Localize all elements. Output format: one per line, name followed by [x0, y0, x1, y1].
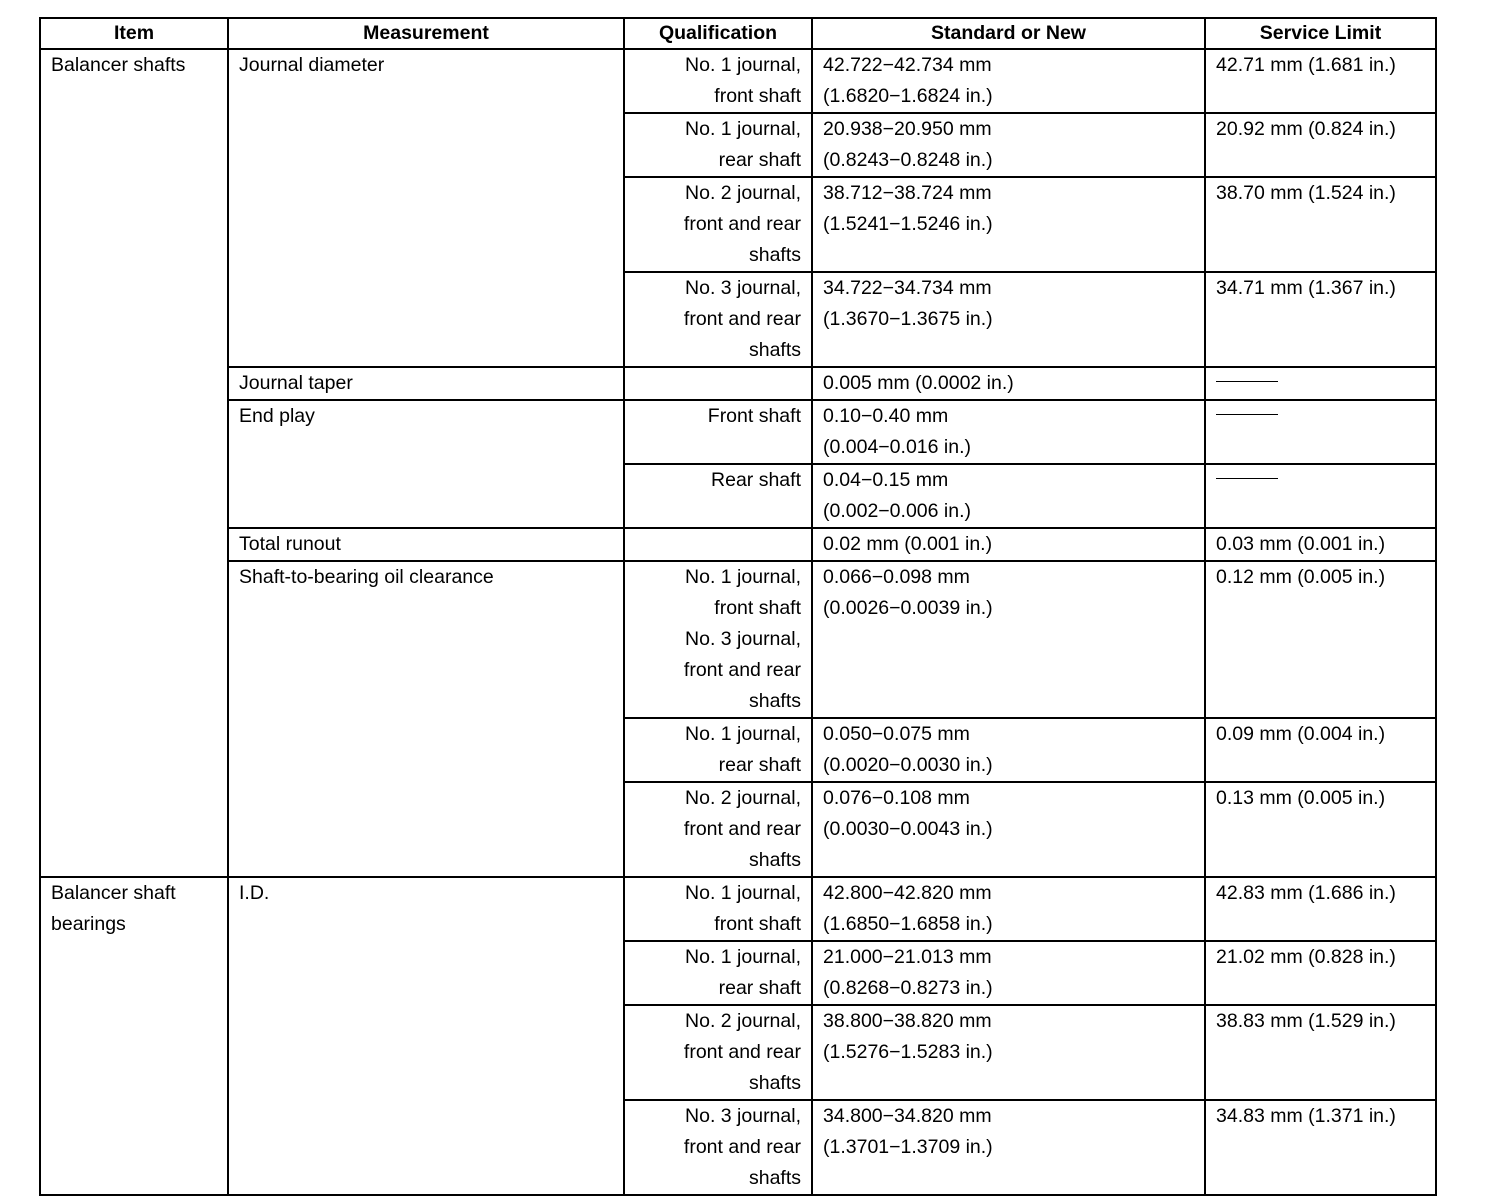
- standard-cell: [812, 367, 1205, 400]
- qualification-line: front and rear: [683, 308, 801, 330]
- header-row: [40, 18, 1436, 49]
- service-limit-cell: [1205, 49, 1436, 113]
- qualification-line: front and rear: [683, 818, 801, 840]
- qualification-line: shafts: [748, 339, 801, 361]
- header-service-limit: Service Limit: [1205, 18, 1436, 49]
- qualification-line: front and rear: [683, 1136, 801, 1158]
- standard-value: 20.938−20.950 mm: [823, 118, 992, 140]
- item-cell: [40, 877, 228, 1195]
- qualification-line: front shaft: [714, 85, 801, 107]
- measurement-cell: Journal taper: [228, 367, 624, 400]
- table-row: [40, 528, 1436, 561]
- table-row: [40, 367, 1436, 400]
- service-limit-value: 42.83 mm (1.686 in.): [1216, 882, 1396, 904]
- item-cell: [40, 49, 228, 877]
- qualification-cell: [624, 272, 812, 367]
- standard-value: 42.800−42.820 mm: [823, 882, 992, 904]
- qualification-cell: [624, 177, 812, 272]
- service-limit-value: 38.70 mm (1.524 in.): [1216, 182, 1396, 204]
- standard-value: 0.050−0.075 mm: [823, 723, 970, 745]
- standard-value: (0.0030−0.0043 in.): [823, 818, 993, 840]
- standard-value: (0.0026−0.0039 in.): [823, 597, 993, 619]
- standard-value: (0.8268−0.8273 in.): [823, 977, 993, 999]
- qualification-line: No. 2 journal,: [685, 182, 801, 204]
- measurement-cell: Shaft-to-bearing oil clearance: [228, 561, 624, 877]
- header-measurement: Measurement: [228, 18, 624, 49]
- qualification-cell: [624, 400, 812, 464]
- standard-cell: [812, 561, 1205, 718]
- standard-cell: [812, 272, 1205, 367]
- standard-value: 0.02 mm (0.001 in.): [823, 533, 993, 555]
- qualification-line: No. 3 journal,: [685, 628, 801, 650]
- standard-value: (1.3701−1.3709 in.): [823, 1136, 993, 1158]
- service-limit-cell: [1205, 561, 1436, 718]
- standard-cell: [812, 177, 1205, 272]
- qualification-line: rear shaft: [718, 977, 801, 999]
- standard-value: (1.5276−1.5283 in.): [823, 1041, 993, 1063]
- table-row: [40, 49, 1436, 113]
- qualification-cell: [624, 1100, 812, 1195]
- qualification-cell: [624, 113, 812, 177]
- standard-value: (0.8243−0.8248 in.): [823, 149, 993, 171]
- standard-value: (1.6820−1.6824 in.): [823, 85, 993, 107]
- measurement-cell: Total runout: [228, 528, 624, 561]
- no-limit-dash: [1216, 414, 1278, 415]
- standard-cell: [812, 941, 1205, 1005]
- qualification-line: front shaft: [714, 597, 801, 619]
- qualification-line: No. 1 journal,: [685, 946, 801, 968]
- qualification-cell: [624, 1005, 812, 1100]
- qualification-line: No. 1 journal,: [685, 566, 801, 588]
- qualification-cell: [624, 49, 812, 113]
- table-row: [40, 561, 1436, 718]
- qualification-cell: [624, 877, 812, 941]
- standard-cell: [812, 400, 1205, 464]
- qualification-line: shafts: [748, 1167, 801, 1189]
- qualification-cell: [624, 941, 812, 1005]
- qualification-line: No. 2 journal,: [685, 1010, 801, 1032]
- no-limit-dash: [1216, 478, 1278, 479]
- header-item: Item: [40, 18, 228, 49]
- qualification-line: front and rear: [683, 659, 801, 681]
- standard-value: (1.5241−1.5246 in.): [823, 213, 993, 235]
- service-limit-cell: [1205, 1005, 1436, 1100]
- standard-cell: [812, 49, 1205, 113]
- table-row: [40, 400, 1436, 464]
- standard-cell: [812, 464, 1205, 528]
- service-limit-cell: [1205, 272, 1436, 367]
- service-limit-value: 20.92 mm (0.824 in.): [1216, 118, 1396, 140]
- qualification-line: No. 1 journal,: [685, 54, 801, 76]
- standard-value: (0.0020−0.0030 in.): [823, 754, 993, 776]
- standard-value: 38.712−38.724 mm: [823, 182, 992, 204]
- service-limit-cell: [1205, 113, 1436, 177]
- table-row: [40, 877, 1436, 941]
- table-header: [40, 18, 1436, 49]
- service-limit-cell: [1205, 464, 1436, 528]
- service-limit-cell: [1205, 718, 1436, 782]
- qualification-cell: [624, 367, 812, 400]
- service-limit-cell: [1205, 177, 1436, 272]
- item-label: Balancer shafts: [51, 54, 186, 76]
- qualification-line: No. 2 journal,: [685, 787, 801, 809]
- qualification-cell: [624, 718, 812, 782]
- measurement-cell: Journal diameter: [228, 49, 624, 367]
- measurement-cell: I.D.: [228, 877, 624, 1195]
- qualification-line: shafts: [748, 244, 801, 266]
- standard-value: 0.076−0.108 mm: [823, 787, 970, 809]
- standard-cell: [812, 782, 1205, 877]
- qualification-cell: [624, 561, 812, 718]
- qualification-line: shafts: [748, 1072, 801, 1094]
- standard-cell: [812, 718, 1205, 782]
- standard-value: 38.800−38.820 mm: [823, 1010, 992, 1032]
- standard-cell: [812, 1005, 1205, 1100]
- qualification-line: Front shaft: [707, 405, 801, 427]
- qualification-line: No. 1 journal,: [685, 118, 801, 140]
- standard-value: (0.004−0.016 in.): [823, 436, 971, 458]
- standard-cell: [812, 1100, 1205, 1195]
- qualification-line: front shaft: [714, 913, 801, 935]
- standard-value: 0.066−0.098 mm: [823, 566, 970, 588]
- qualification-line: No. 1 journal,: [685, 882, 801, 904]
- qualification-line: Rear shaft: [711, 469, 801, 491]
- qualification-line: shafts: [748, 849, 801, 871]
- no-limit-dash: [1216, 381, 1278, 382]
- standard-value: 0.005 mm (0.0002 in.): [823, 372, 1014, 394]
- service-limit-value: 42.71 mm (1.681 in.): [1216, 54, 1396, 76]
- balancer-spec-table: [39, 17, 1437, 1196]
- standard-value: 0.10−0.40 mm: [823, 405, 949, 427]
- standard-value: 21.000−21.013 mm: [823, 946, 992, 968]
- standard-cell: [812, 528, 1205, 561]
- header-qualification: Qualification: [624, 18, 812, 49]
- item-label: bearings: [51, 913, 126, 935]
- standard-value: (1.3670−1.3675 in.): [823, 308, 993, 330]
- service-limit-cell: [1205, 367, 1436, 400]
- service-limit-cell: [1205, 877, 1436, 941]
- qualification-line: rear shaft: [718, 149, 801, 171]
- service-limit-cell: [1205, 400, 1436, 464]
- service-limit-cell: [1205, 1100, 1436, 1195]
- standard-value: (1.6850−1.6858 in.): [823, 913, 993, 935]
- service-limit-cell: [1205, 528, 1436, 561]
- qualification-line: No. 3 journal,: [685, 277, 801, 299]
- table-body: [40, 49, 1436, 1195]
- measurement-cell: End play: [228, 400, 624, 528]
- service-limit-value: 21.02 mm (0.828 in.): [1216, 946, 1396, 968]
- qualification-line: shafts: [748, 690, 801, 712]
- standard-value: 34.722−34.734 mm: [823, 277, 992, 299]
- qualification-line: No. 3 journal,: [685, 1105, 801, 1127]
- standard-cell: [812, 113, 1205, 177]
- service-limit-cell: [1205, 941, 1436, 1005]
- item-label: Balancer shaft: [51, 882, 176, 904]
- service-limit-value: 0.09 mm (0.004 in.): [1216, 723, 1386, 745]
- qualification-cell: [624, 782, 812, 877]
- qualification-cell: [624, 464, 812, 528]
- standard-value: (0.002−0.006 in.): [823, 500, 971, 522]
- service-limit-value: 34.83 mm (1.371 in.): [1216, 1105, 1396, 1127]
- service-limit-value: 38.83 mm (1.529 in.): [1216, 1010, 1396, 1032]
- standard-value: 0.04−0.15 mm: [823, 469, 949, 491]
- qualification-line: No. 1 journal,: [685, 723, 801, 745]
- service-limit-cell: [1205, 782, 1436, 877]
- qualification-line: front and rear: [683, 213, 801, 235]
- standard-cell: [812, 877, 1205, 941]
- service-limit-value: 0.12 mm (0.005 in.): [1216, 566, 1386, 588]
- standard-value: 42.722−42.734 mm: [823, 54, 992, 76]
- service-limit-value: 34.71 mm (1.367 in.): [1216, 277, 1396, 299]
- qualification-cell: [624, 528, 812, 561]
- standard-value: 34.800−34.820 mm: [823, 1105, 992, 1127]
- qualification-line: rear shaft: [718, 754, 801, 776]
- service-limit-value: 0.03 mm (0.001 in.): [1216, 533, 1386, 555]
- header-standard: Standard or New: [812, 18, 1205, 49]
- service-limit-value: 0.13 mm (0.005 in.): [1216, 787, 1386, 809]
- qualification-line: front and rear: [683, 1041, 801, 1063]
